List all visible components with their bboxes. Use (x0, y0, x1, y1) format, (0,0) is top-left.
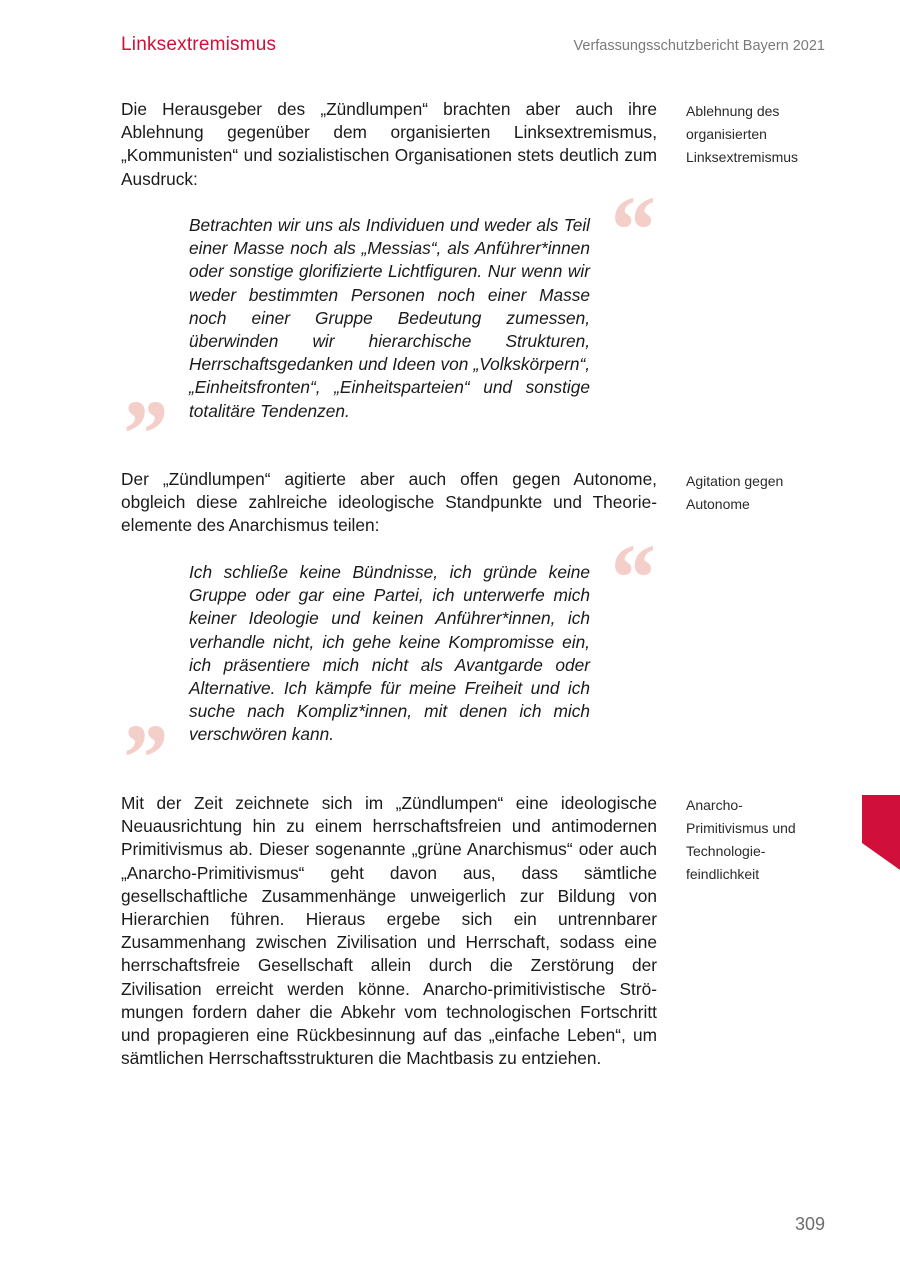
report-title: Verfassungsschutzbericht Bayern 2021 (573, 38, 825, 54)
body-paragraph-2: Der „Zündlumpen“ agitierte aber auch offen gegen Autonome, obgleich diese zahlreiche ideologische Standpunkte und Theorieelemente des Anarchismus teilen: (121, 469, 657, 536)
block-quote-1: Betrachten wir uns als Individuen und weder als Teil einer Masse noch als „Messias“, als Anführer*innen oder sonstige glorifizierte Lichtfiguren. Nur wenn wir weder bestimmten Personen noch einer Masse noch einer Gruppe Bedeutung zumessen, überwinden wir hierarchische Strukturen, Herrschaftsgedanken und Ideen von „Volkskörpern“, „Einheitsfronten“, „Einheitsparteien“ und sonstige totalitäre Tendenzen. (189, 215, 590, 421)
page-number: 309 (794, 1214, 825, 1234)
close-quote-icon: ” (118, 704, 166, 811)
open-quote-icon: “ (606, 176, 654, 283)
marginal-note-2: Agitation gegen Autonome (686, 473, 784, 512)
marginal-note-1: Ablehnung des organisierten Linksextremismus (686, 103, 799, 165)
open-quote-icon: “ (606, 524, 654, 631)
marginal-note-3: Anarcho-Primitivismus und Technologiefeindlichkeit (686, 797, 796, 882)
block-quote-2: Ich schließe keine Bündnisse, ich gründe keine Gruppe oder gar eine Partei, ich unterwerfe mich keiner Ideologie und keinen Anführer*innen, ich verhandle nicht, ich gehe keine Kompromisse ein, ich präsentiere mich nicht als Avantgarde oder Alternative. Ich kämpfe für meine Freiheit und ich suche nach Kompliz*innen, mit denen ich mich verschwören kann. (189, 562, 590, 745)
close-quote-icon: ” (118, 380, 166, 487)
chapter-tab-marker (862, 795, 900, 870)
section-title: Linksextremismus (121, 34, 277, 55)
body-paragraph-3: Mit der Zeit zeichnete sich im „Zündlumpen“ eine ideologische Neuausrichtung hin zu einem herrschaftsfreien und antimodernen Primitivismus ab. Dieser sogenannte „grüne Anarchismus“ oder auch „Anarcho-Primitivismus“ geht davon aus, dass sämtliche gesellschaftliche Zusammenhänge unweigerlich zur Bildung von Hierarchien führen. Hieraus ergebe sich ein untrennbarer Zusammenhang zwischen Zivilisation und Herrschaft, sodass eine herrschaftsfreie Gesellschaft allein durch die Zerstörung der Zivilisation erreicht werden könne. Anarcho-primitivistische Strömungen fordern daher die Abkehr vom technologischen Fortschritt und propagieren eine Rückbesinnung auf das „einfache Leben“, um sämtlichen Herrschaftsstrukturen die Machtbasis zu entziehen. (121, 793, 657, 1069)
body-paragraph-1: Die Herausgeber des „Zündlumpen“ brachten aber auch ihre Ablehnung gegenüber dem organisierten Linksextremismus, „Kommunisten“ und sozialistischen Organisationen stets deutlich zum Ausdruck: (121, 99, 657, 189)
